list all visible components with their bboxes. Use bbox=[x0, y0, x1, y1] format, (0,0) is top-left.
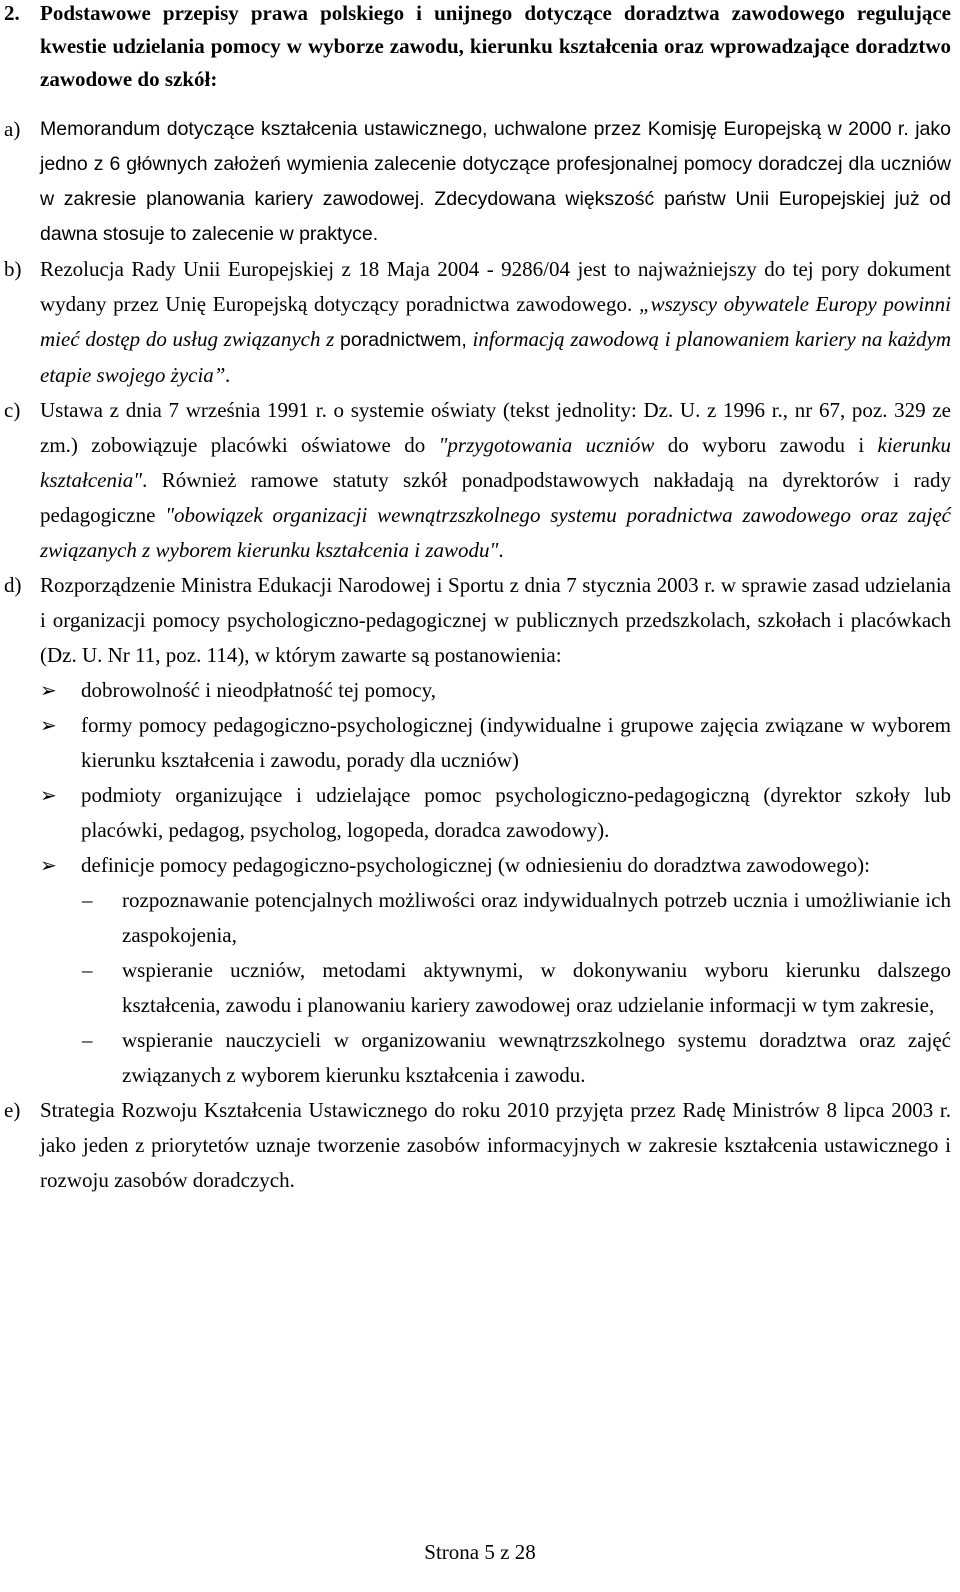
item-label: c) bbox=[4, 398, 21, 422]
bullet-text: formy pomocy pedagogiczno-psychologicznej (indywidualne i grupowe zajęcia związane w wyborem kierunku kształcenia i zawodu, porady dla uczniów) bbox=[81, 713, 951, 772]
bullet-body bbox=[81, 848, 951, 1093]
section-number: 2. bbox=[4, 1, 20, 25]
arrowhead-bullet-icon: ➢ bbox=[40, 713, 57, 737]
dash-text: rozpoznawanie potencjalnych możliwości oraz indywidualnych potrzeb ucznia i umożliwianie ich zaspokojenia, bbox=[122, 888, 951, 947]
dash-item bbox=[81, 953, 951, 1023]
arrowhead-bullet-icon: ➢ bbox=[40, 853, 57, 877]
section-title: Podstawowe przepisy prawa polskiego i unijnego dotyczące doradztwa zawodowego regulujące kwestie udzielania pomocy w wyborze zawodu, kierunku kształcenia oraz wprowadzające doradztwo zawodowe do szkół: bbox=[40, 1, 951, 91]
list-item-b bbox=[4, 252, 951, 393]
item-text: . bbox=[498, 538, 504, 562]
bullet-text: dobrowolność i nieodpłatność tej pomocy, bbox=[81, 678, 436, 702]
arrowhead-bullet-icon: ➢ bbox=[40, 678, 57, 702]
bullet-text: definicje pomocy pedagogiczno-psychologicznej (w odniesieniu do doradztwa zawodowego): bbox=[81, 853, 870, 877]
item-label: e) bbox=[4, 1098, 21, 1122]
quote-text: „wszyscy obywatele Europy powinni mieć dostęp do usług związanych z bbox=[40, 292, 951, 351]
item-label: b) bbox=[4, 257, 22, 281]
item-body bbox=[40, 568, 951, 1093]
quote-text: "obowiązek organizacji wewnątrzszkolnego systemu poradnictwa zawodowego oraz zajęć związanych z wyborem kierunku kształcenia i zawodu" bbox=[40, 503, 951, 562]
list-item-a bbox=[4, 112, 951, 252]
item-text: Rozporządzenie Ministra Edukacji Narodowej i Sportu z dnia 7 stycznia 2003 r. w sprawie zasad udzielania i organizacji pomocy psychologiczno-pedagogicznej w publicznych przedszkolach, szkołach i placówkach (Dz. U. Nr 11, poz. 114), w którym zawarte są postanowienia: bbox=[40, 573, 951, 667]
item-label: a) bbox=[4, 117, 21, 141]
item-text: Memorandum dotyczące kształcenia ustawicznego, uchwalone przez Komisję Europejską w 2000 r. jako jedno z 6 głównych założeń wymienia zalecenie dotyczące profesjonalnej pomocy doradczej dla uczniów w zakresie planowania kariery zawodowej. Zdecydowana większość państw Unii Europejskiej już od dawna stosuje to zalecenie w praktyce. bbox=[40, 118, 951, 245]
bullet-item bbox=[40, 673, 951, 708]
page-number: Strona 5 z 28 bbox=[424, 1540, 536, 1564]
item-label: d) bbox=[4, 573, 22, 597]
section-heading bbox=[4, 0, 951, 96]
item-text: . Również ramowe statuty szkół ponadpodstawowych nakładają na dyrektorów i rady pedagogiczne bbox=[40, 468, 951, 527]
bullet-text: podmioty organizujące i udzielające pomoc psychologiczno-pedagogiczną (dyrektor szkoły lub placówki, pedagog, psycholog, logopeda, doradca zawodowy). bbox=[81, 783, 951, 842]
dash-item bbox=[81, 1023, 951, 1093]
item-body bbox=[40, 252, 951, 393]
dash-text: wspieranie uczniów, metodami aktywnymi, w dokonywaniu wyboru kierunku dalszego kształcenia, zawodu i planowaniu kariery zawodowej oraz udzielanie informacji w tym zakresie, bbox=[122, 958, 951, 1017]
quote-text: informacją zawodową i planowaniem kariery na każdym etapie swojego życia”. bbox=[40, 327, 951, 387]
item-text: Ustawa z dnia 7 września 1991 r. o systemie oświaty (tekst jednolity: Dz. U. z 1996 r., nr 67, poz. 329 ze zm.) zobowiązuje placówki oświatowe do bbox=[40, 398, 951, 457]
bullet-item bbox=[40, 708, 951, 778]
arrowhead-bullet-icon: ➢ bbox=[40, 783, 57, 807]
bullet-item bbox=[40, 778, 951, 848]
item-text: Rezolucja Rady Unii Europejskiej z 18 Maja 2004 - 9286/04 jest to najważniejszy do tej pory dokument wydany przez Unię Europejską dotyczący poradnictwa zawodowego. bbox=[40, 257, 951, 316]
dash-bullet-icon: – bbox=[82, 888, 93, 912]
dash-bullet-icon: – bbox=[82, 958, 93, 982]
list-item-d bbox=[4, 568, 951, 1093]
list-item-c bbox=[4, 393, 951, 568]
item-text: Strategia Rozwoju Kształcenia Ustawicznego do roku 2010 przyjęta przez Radę Ministrów 8 lipca 2003 r. jako jeden z priorytetów uznaje tworzenie zasobów informacyjnych w zakresie kształcenia ustawicznego i rozwoju zasobów doradczych. bbox=[40, 1098, 951, 1192]
item-text: do wyboru zawodu i bbox=[654, 433, 878, 457]
quote-text: kierunku kształcenia" bbox=[40, 433, 951, 492]
quote-text: poradnictwem, bbox=[340, 329, 467, 351]
dash-text: wspieranie nauczycieli w organizowaniu wewnątrzszkolnego systemu doradztwa oraz zajęć związanych z wyborem kierunku kształcenia i zawodu. bbox=[122, 1028, 951, 1087]
quote-text: "przygotowania uczniów bbox=[438, 433, 655, 457]
regulations-list bbox=[4, 112, 951, 1198]
bullet-item bbox=[40, 848, 951, 1093]
dash-bullet-icon: – bbox=[82, 1028, 93, 1052]
bullet-list bbox=[40, 673, 951, 1093]
page-footer bbox=[0, 1540, 960, 1565]
list-item-e bbox=[4, 1093, 951, 1198]
item-body bbox=[40, 393, 951, 568]
dash-item bbox=[81, 883, 951, 953]
